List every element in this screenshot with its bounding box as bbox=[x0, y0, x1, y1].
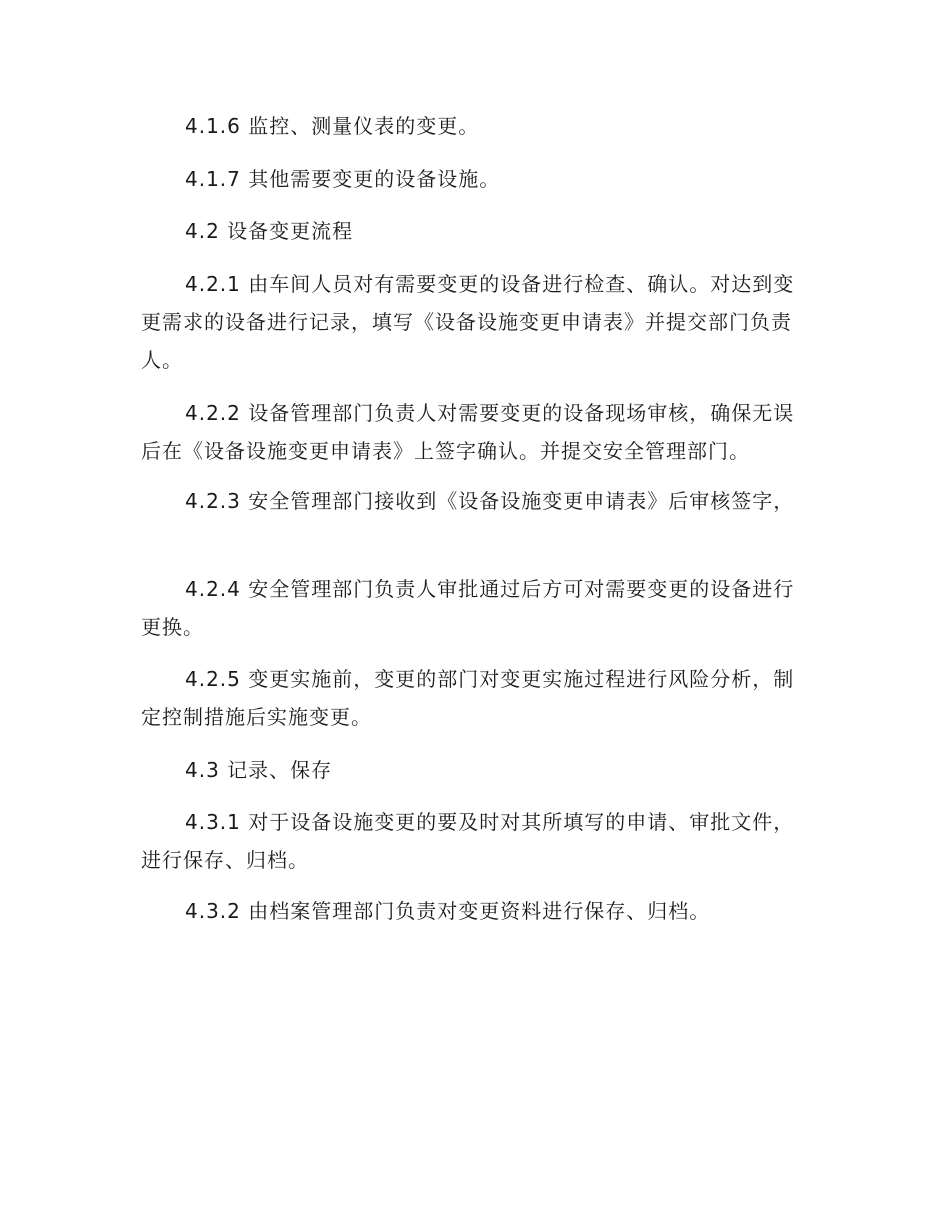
clause-4-2-4: 4.2.4 安全管理部门负责人审批通过后方可对需要变更的设备进行更换。 bbox=[141, 577, 795, 639]
clause-4-1-7: 4.1.7 其他需要变更的设备设施。 bbox=[185, 167, 501, 191]
clause-4-2-5: 4.2.5 变更实施前，变更的部门对变更实施过程进行风险分析，制定控制措施后实施变更。 bbox=[141, 667, 795, 729]
clause-4-2-2: 4.2.2 设备管理部门负责人对需要变更的设备现场审核，确保无误后在《设备设施变更申请表》上签字确认。并提交安全管理部门。 bbox=[141, 401, 795, 463]
clause-4-3-1: 4.3.1 对于设备设施变更的要及时对其所填写的申请、审批文件，进行保存、归档。 bbox=[141, 810, 795, 872]
section-heading-4-3: 4.3 记录、保存 bbox=[185, 758, 333, 782]
clause-4-2-3: 4.2.3 安全管理部门接收到《设备设施变更申请表》后审核签字， bbox=[185, 489, 795, 513]
section-heading-4-2: 4.2 设备变更流程 bbox=[185, 219, 354, 243]
clause-4-2-1: 4.2.1 由车间人员对有需要变更的设备进行检查、确认。对达到变更需求的设备进行记录，填写《设备设施变更申请表》并提交部门负责人。 bbox=[141, 272, 795, 372]
clause-4-1-6: 4.1.6 监控、测量仪表的变更。 bbox=[185, 114, 480, 138]
clause-4-3-2: 4.3.2 由档案管理部门负责对变更资料进行保存、归档。 bbox=[185, 899, 711, 923]
